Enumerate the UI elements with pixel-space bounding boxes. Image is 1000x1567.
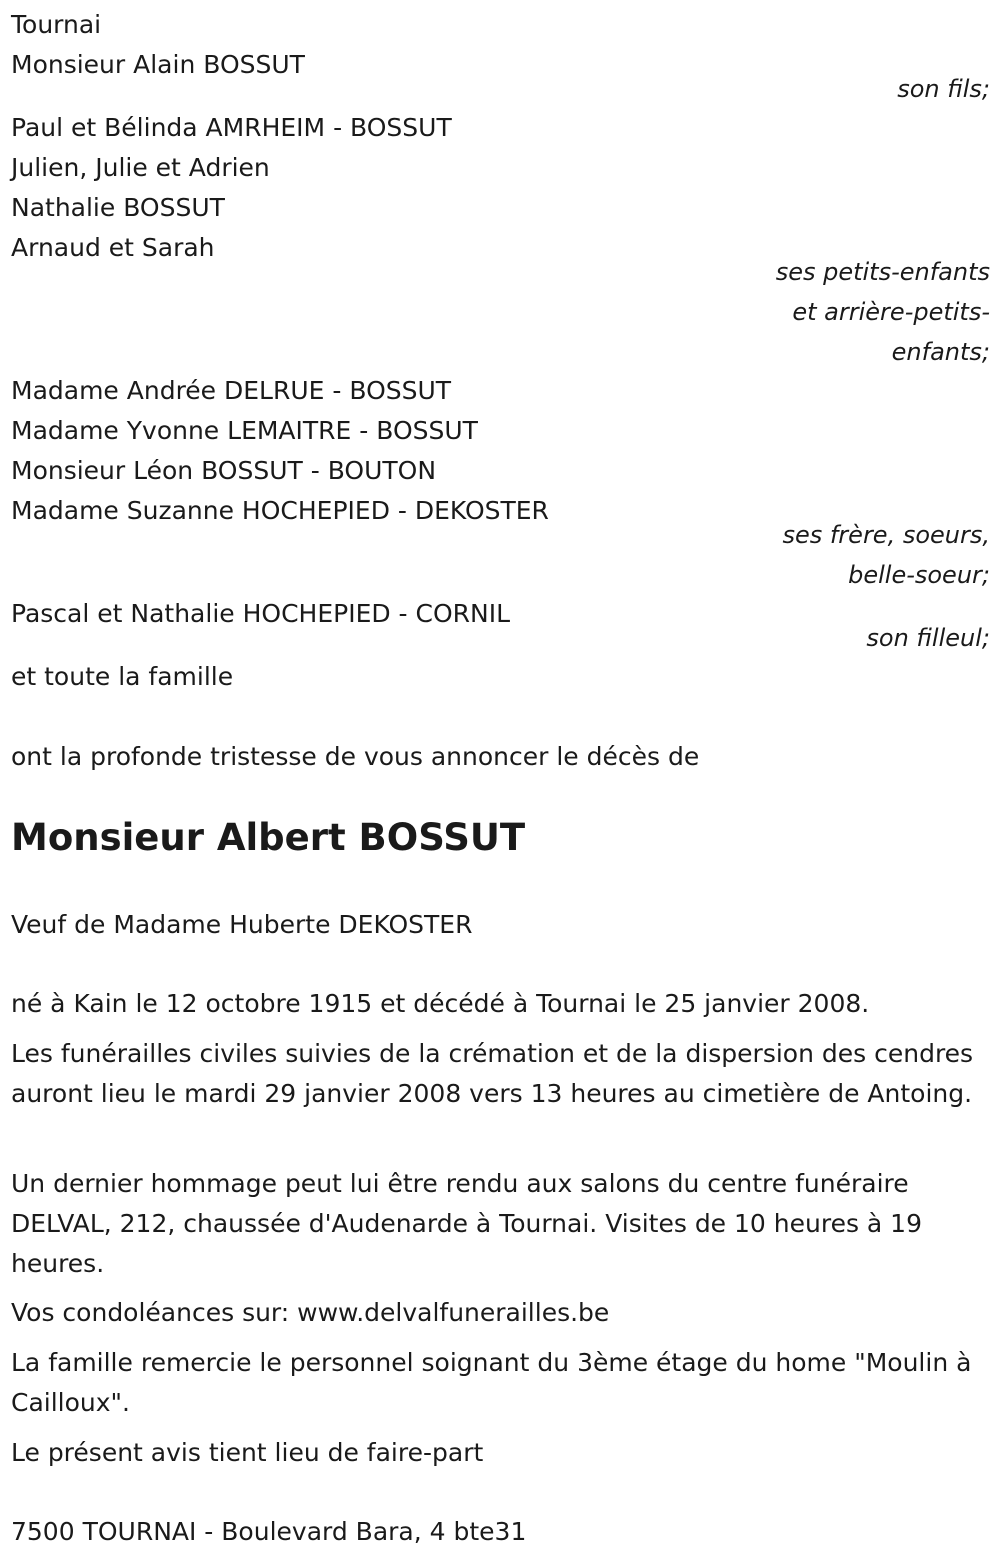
family-member-name: Paul et Bélinda AMRHEIM - BOSSUT — [11, 113, 452, 142]
thanks-paragraph: La famille remercie le personnel soignant du 3ème étage du home "Moulin à Cailloux". — [11, 1348, 972, 1417]
family-member-name: Madame Suzanne HOCHEPIED - DEKOSTER — [11, 496, 549, 525]
family-member-name: Pascal et Nathalie HOCHEPIED - CORNIL — [11, 599, 511, 628]
family-relation: son filleul; — [866, 624, 990, 652]
family-member-name: Monsieur Léon BOSSUT - BOUTON — [11, 456, 437, 485]
family-member-name: Julien, Julie et Adrien — [11, 153, 270, 182]
family-relation: son fils; — [897, 75, 990, 103]
family-relation: ses petits-enfants — [775, 258, 990, 286]
widower-line: Veuf de Madame Huberte DEKOSTER — [11, 910, 473, 939]
family-member-name: Madame Yvonne LEMAITRE - BOSSUT — [11, 416, 478, 445]
homage-paragraph: Un dernier hommage peut lui être rendu aux salons du centre funéraire DELVAL, 212, chaussée d'Audenarde à Tournai. Visites de 10 heures à 19 heures. — [11, 1169, 922, 1278]
city-heading: Tournai — [11, 10, 102, 39]
address-line: 7500 TOURNAI - Boulevard Bara, 4 bte31 — [11, 1517, 527, 1546]
closing-family: et toute la famille — [11, 662, 234, 691]
family-member-name: Madame Andrée DELRUE - BOSSUT — [11, 376, 452, 405]
family-relation: belle-soeur; — [848, 561, 990, 589]
condolences-line: Vos condoléances sur: www.delvalfunerailles.be — [11, 1298, 610, 1327]
family-member-name: Arnaud et Sarah — [11, 233, 215, 262]
deceased-name: Monsieur Albert BOSSUT — [11, 816, 526, 859]
family-relation: enfants; — [891, 338, 990, 366]
family-relation: ses frère, soeurs, — [782, 521, 990, 549]
family-member-name: Monsieur Alain BOSSUT — [11, 50, 305, 79]
funeral-paragraph: Les funérailles civiles suivies de la crémation et de la dispersion des cendres auront lieu le mardi 29 janvier 2008 vers 13 heures au cimetière de Antoing. — [11, 1039, 974, 1108]
notice-line: Le présent avis tient lieu de faire-part — [11, 1438, 484, 1467]
announcement-text: ont la profonde tristesse de vous annoncer le décès de — [11, 742, 700, 771]
family-member-name: Nathalie BOSSUT — [11, 193, 225, 222]
birth-death-line: né à Kain le 12 octobre 1915 et décédé à Tournai le 25 janvier 2008. — [11, 989, 870, 1018]
family-relation: et arrière-petits- — [792, 298, 990, 326]
